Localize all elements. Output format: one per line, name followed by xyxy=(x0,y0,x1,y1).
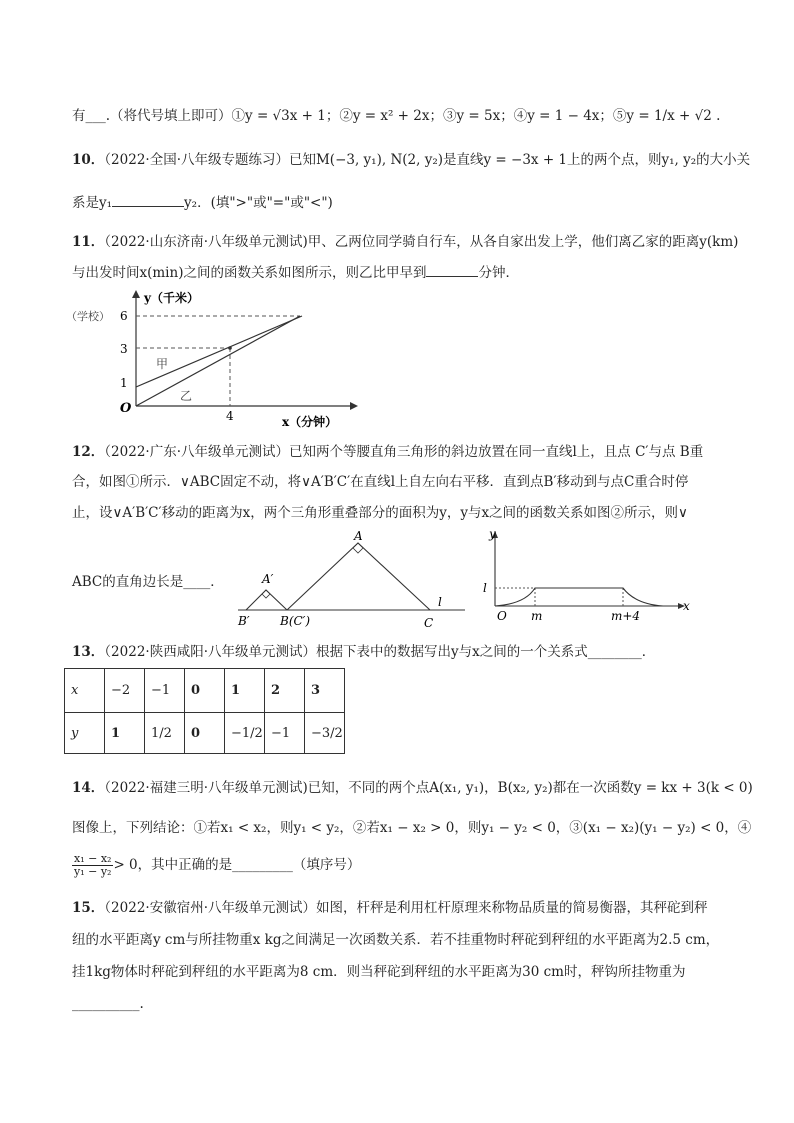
q14-text: （2022·福建三明·八年级单元测试)已知，不同的两个点A(x₁, y₁)，B(x₂, y₂)都在一次函数y = kx + 3(k < 0) xyxy=(104,780,753,796)
q14-line3-post: > 0，其中正确的是_________（填序号） xyxy=(113,857,361,873)
q12-line2: 合，如图①所示．∨ABC固定不动，将∨A′B′C′在直线l上自左向右平移．直到点B′移动到与点C重合时停 xyxy=(72,474,689,490)
table-cell: 0 xyxy=(185,713,225,754)
q15-line2: 纽的水平距离y cm与所挂物重x kg之间满足一次函数关系．若不挂重物时秤砣到秤纽的水平距离为2.5 cm， xyxy=(72,932,720,948)
q9-tail: 有___.（将代号填上即可）①y = √3x + 1；②y = x² + 2x；③y = 5x；④y = 1 − 4x；⑤y = 1/x + √2 . xyxy=(72,108,721,124)
q12-label-l: l xyxy=(438,595,442,609)
q11-label-yi: 乙 xyxy=(180,389,193,403)
q11-y-arrow xyxy=(132,290,140,298)
q12-label-A: A xyxy=(354,530,363,543)
table-row-x xyxy=(65,669,345,713)
q12-f2-curve xyxy=(495,588,663,606)
q11-number: 11． xyxy=(72,234,105,250)
q11-line2-post: 分钟． xyxy=(478,265,519,281)
table-cell-x-label: x xyxy=(65,669,105,713)
table-cell: 1 xyxy=(105,713,145,754)
q11-school-label: （学校） xyxy=(66,310,110,323)
table-cell: −1 xyxy=(145,669,185,713)
q12-f2-l: l xyxy=(483,581,487,595)
q11-x-label: x（分钟） xyxy=(282,415,338,429)
table-cell: 3 xyxy=(305,669,345,713)
q13-table xyxy=(64,668,345,754)
q10-answer-blank[interactable] xyxy=(112,192,184,207)
q11-tick-6: 6 xyxy=(120,309,128,323)
q11-line2 xyxy=(72,262,519,283)
table-cell: 1/2 xyxy=(145,713,185,754)
q12-figure2 xyxy=(475,528,700,628)
q12-label-A1: A′ xyxy=(262,572,274,586)
q11-tick-4: 4 xyxy=(226,409,234,423)
q13-text: （2022·陕西咸阳·八年级单元测试）根据下表中的数据写出y与x之间的一个关系式________． xyxy=(104,644,656,660)
q14-line3 xyxy=(72,852,360,878)
q11-answer-blank[interactable] xyxy=(426,262,478,277)
table-cell: −3/2 xyxy=(305,713,345,754)
q13-number: 13． xyxy=(72,644,105,660)
q12-line3: 止，设∨A′B′C′移动的距离为x，两个三角形重叠部分的面积为y，y与x之间的函数关系如图②所示，则∨ xyxy=(72,505,688,521)
q15-line1 xyxy=(72,898,708,918)
q11-tick-1: 1 xyxy=(120,376,128,390)
q12-f2-O: O xyxy=(497,609,507,623)
q12-f2-m4: m+4 xyxy=(611,609,641,623)
q12-small-triangle xyxy=(246,590,287,610)
table-cell: 1 xyxy=(225,669,265,713)
q10-line2-pre: 系是y₁ xyxy=(72,195,113,211)
q10-text: （2022·全国·八年级专题练习）已知M(−3, y₁), N(2, y₂)是直线y = −3x + 1上的两个点，则y₁, y₂的大小关 xyxy=(104,152,751,168)
q11-line1 xyxy=(72,232,738,252)
q12-big-right-angle xyxy=(353,543,363,553)
q12-f2-y: y xyxy=(489,528,496,541)
table-cell: 0 xyxy=(185,669,225,713)
q14-number: 14． xyxy=(72,780,105,796)
q15-line4: __________. xyxy=(72,996,144,1012)
q12-label-C: C xyxy=(424,616,434,630)
q10-line2 xyxy=(72,192,333,213)
table-cell: −1 xyxy=(265,713,305,754)
q10-number: 10． xyxy=(72,152,105,168)
q12-label-B1: B′ xyxy=(238,614,250,628)
q12-label-BC1: B(C′) xyxy=(280,614,311,628)
table-cell: 2 xyxy=(265,669,305,713)
q15-number: 15． xyxy=(72,900,105,916)
q12-figure1 xyxy=(230,530,470,630)
table-cell-y-label: y xyxy=(65,713,105,754)
q14-line1 xyxy=(72,778,753,798)
q11-line-jia xyxy=(136,316,302,387)
q15-text: （2022·安徽宿州·八年级单元测试）如图，杆秤是利用杠杆原理来称物品质量的简易衡器，其秤砣到秤 xyxy=(104,900,708,916)
q11-origin: O xyxy=(120,401,132,416)
q10-line1 xyxy=(72,150,750,170)
q11-y-label: y（千米） xyxy=(144,291,199,305)
q12-f2-m: m xyxy=(531,609,543,623)
q11-x-arrow xyxy=(350,402,358,410)
q11-intersection xyxy=(228,346,232,350)
table-row-y xyxy=(65,713,345,754)
q11-label-jia: 甲 xyxy=(156,357,169,371)
q12-small-right-angle xyxy=(262,590,270,598)
q14-frac-num: x₁ − x₂ xyxy=(74,852,112,865)
q11-tick-3: 3 xyxy=(120,342,128,356)
q10-line2-post: y₂．(填">"或"="或"<") xyxy=(184,195,333,211)
q14-frac-den: y₁ − y₂ xyxy=(73,865,112,878)
q12-line1 xyxy=(72,442,703,462)
q14-line2: 图像上，下列结论：①若x₁ < x₂，则y₁ < y₂，②若x₁ − x₂ > 0，则y₁ − y₂ < 0，③(x₁ − x₂)(y₁ − y₂) < 0，④ xyxy=(72,820,752,836)
q12-text: （2022·广东·八年级单元测试）已知两个等腰直角三角形的斜边放置在同一直线l上，且点 C′与点 B重 xyxy=(104,444,704,460)
q15-line3: 挂1kg物体时秤砣到秤纽的水平距离为8 cm．则当秤砣到秤纽的水平距离为30 cm时，秤钩所挂物重为 xyxy=(72,964,686,980)
q11-text: （2022·山东济南·八年级单元测试)甲、乙两位同学骑自行车，从各自家出发上学，他们离乙家的距离y(km) xyxy=(104,234,739,250)
q11-line2-pre: 与出发时间x(min)之间的函数关系如图所示，则乙比甲早到 xyxy=(72,265,427,281)
table-cell: −2 xyxy=(105,669,145,713)
q13-line xyxy=(72,642,655,662)
q12-f2-x: x xyxy=(683,599,690,613)
q11-graph xyxy=(60,288,380,433)
q12-number: 12． xyxy=(72,444,105,460)
q14-fraction xyxy=(72,853,113,878)
q12-line4: ABC的直角边长是____． xyxy=(72,574,224,590)
table-cell: −1/2 xyxy=(225,713,265,754)
